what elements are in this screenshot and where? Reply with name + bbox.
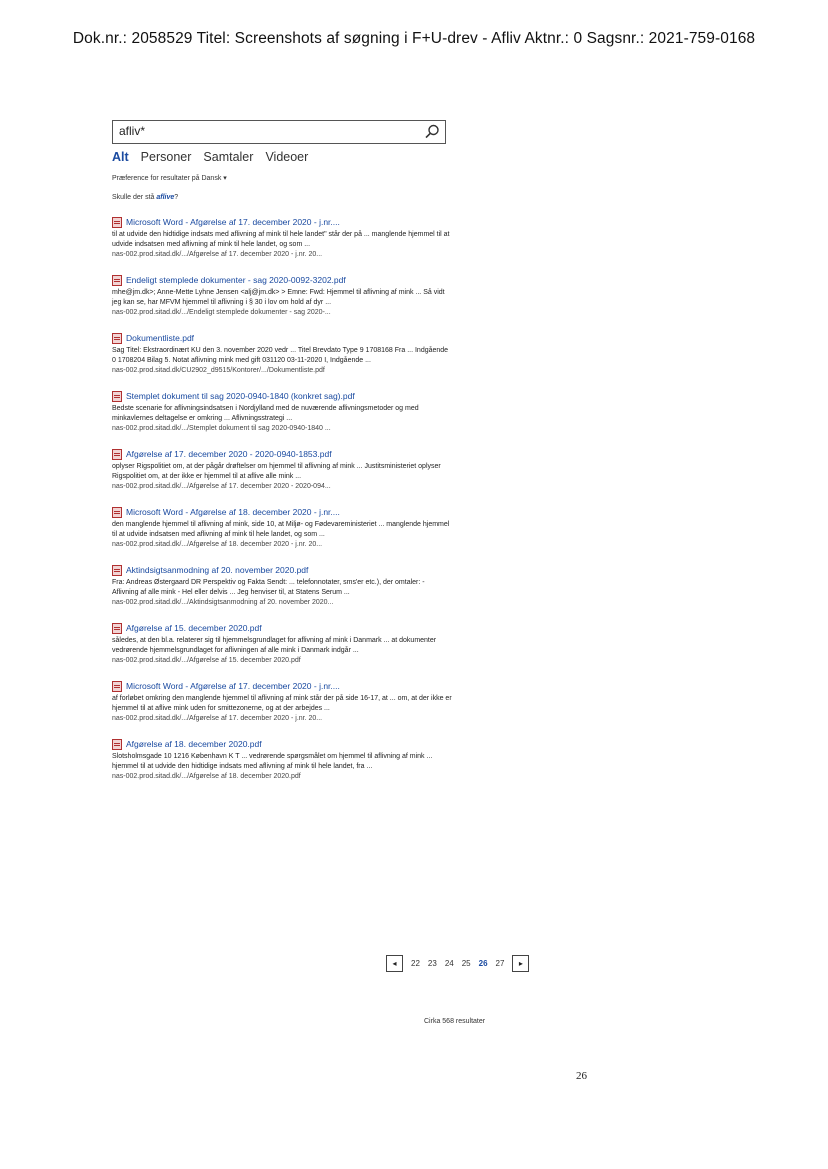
pagination — [386, 955, 529, 972]
result-title-link[interactable] — [112, 507, 462, 518]
result-url[interactable]: nas-002.prod.sitad.dk/.../Afgørelse af 17. december 2020 - j.nr. 20... — [112, 251, 323, 258]
result-title-link[interactable] — [112, 217, 462, 228]
result-snippet: Slotsholmsgade 10 1216 København K T ... vedrørende spørgsmålet om hjemmel til aflivning af mink ... hjemmel til at udvide den hidtidige indsats med aflivning af mink til hele landet, fra ... — [112, 753, 433, 770]
document-icon — [112, 507, 122, 518]
result-title-link[interactable] — [112, 681, 462, 692]
result-item — [112, 217, 462, 259]
result-snippet: oplyser Rigspolitiet om, at der pågår drøftelser om hjemmel til aflivning af mink ... Justitsministeriet oplyser Rigspolitiet om, at der ikke er hjemmel til at aflive alle mink ... — [112, 463, 441, 480]
document-icon — [112, 449, 122, 460]
spelling-suggestion — [112, 194, 462, 201]
result-snippet: mhe@jm.dk>; Anne-Mette Lyhne Jensen <alj@jm.dk> > Emne: Fwd: Hjemmel til aflivning af mink ... Så vidt jeg kan se, har MFVM hjemmel til aflivning i § 30 i lov om hold af dyr ... — [112, 289, 445, 306]
page-link-25[interactable]: 25 — [461, 959, 471, 968]
result-count: Cirka 568 resultater — [424, 1018, 486, 1025]
result-title-link[interactable] — [112, 333, 462, 344]
result-item — [112, 507, 462, 549]
result-title[interactable]: Microsoft Word - Afgørelse af 17. december 2020 - j.nr.... — [126, 681, 340, 691]
result-snippet: den manglende hjemmel til aflivning af mink, side 10, at Miljø- og Fødevareministeriet ... manglende hjemmel til at udvide indsatsen med aflivning af mink til hele landet, og som ... — [112, 521, 450, 538]
result-title-link[interactable] — [112, 623, 462, 634]
page-link-24[interactable]: 24 — [444, 959, 454, 968]
page-number: 26 — [576, 1070, 587, 1082]
search-icon[interactable] — [423, 123, 441, 141]
suggestion-prefix: Skulle der stå — [112, 194, 155, 201]
result-snippet: Bedste scenarie for aflivningsindsatsen i Nordjylland med de nuværende aflivningsmetoder og med minkavlernes deltagelse er omkring ... Aflivningsstrategi ... — [112, 405, 419, 422]
document-icon — [112, 739, 122, 750]
page-link-26-current[interactable]: 26 — [478, 959, 488, 968]
page-link-23[interactable]: 23 — [427, 959, 437, 968]
search-input[interactable] — [119, 121, 409, 141]
result-url[interactable]: nas-002.prod.sitad.dk/.../Aktindsigtsanmodning af 20. november 2020... — [112, 599, 334, 606]
search-results — [112, 217, 462, 781]
result-url[interactable]: nas-002.prod.sitad.dk/.../Endeligt stemplede dokumenter - sag 2020-... — [112, 309, 331, 316]
result-url[interactable]: nas-002.prod.sitad.dk/.../Afgørelse af 15. december 2020.pdf — [112, 657, 301, 664]
document-icon — [112, 333, 122, 344]
document-header: Dok.nr.: 2058529 Titel: Screenshots af søgning i F+U-drev - Afliv Aktnr.: 0 Sagsnr.: 2021-759-0168 — [72, 30, 756, 47]
result-title[interactable]: Afgørelse af 15. december 2020.pdf — [126, 623, 262, 633]
result-url[interactable]: nas-002.prod.sitad.dk/.../Afgørelse af 18. december 2020 - j.nr. 20... — [112, 541, 323, 548]
tab-all[interactable]: Alt — [112, 150, 129, 164]
result-snippet: således, at den bl.a. relaterer sig til hjemmelsgrundlaget for aflivning af mink i Danmark ... at dokumenter vedrørende hjemmelsgrundlaget for aflivningen af alle mink i Danmark indgår ... — [112, 637, 437, 654]
result-item — [112, 449, 462, 491]
result-item — [112, 681, 462, 723]
result-item — [112, 333, 462, 375]
page-link-27[interactable]: 27 — [495, 959, 505, 968]
result-title[interactable]: Afgørelse af 18. december 2020.pdf — [126, 739, 262, 749]
result-title[interactable]: Aktindsigtsanmodning af 20. november 2020.pdf — [126, 565, 309, 575]
document-icon — [112, 217, 122, 228]
search-box — [112, 120, 446, 144]
page-link-22[interactable]: 22 — [411, 959, 420, 968]
result-title[interactable]: Endeligt stemplede dokumenter - sag 2020-0092-3202.pdf — [126, 275, 346, 285]
document-icon — [112, 681, 122, 692]
search-page — [112, 120, 462, 797]
next-page-button[interactable]: ▸ — [512, 955, 529, 972]
result-title[interactable]: Stemplet dokument til sag 2020-0940-1840 (konkret sag).pdf — [126, 391, 355, 401]
document-icon — [112, 623, 122, 634]
result-url[interactable]: nas-002.prod.sitad.dk/.../Afgørelse af 17. december 2020 - j.nr. 20... — [112, 715, 323, 722]
result-title-link[interactable] — [112, 391, 462, 402]
result-snippet: Sag Titel: Ekstraordinært KU den 3. november 2020 vedr ... Titel Brevdato Type 9 1708168 Fra ... Indgående 0 1708204 Bilag 5. Notat aflivning mink med gift 031120 03-11-2020 I, Indgående ... — [112, 347, 449, 364]
result-title[interactable]: Microsoft Word - Afgørelse af 17. december 2020 - j.nr.... — [126, 217, 340, 227]
result-url[interactable]: nas-002.prod.sitad.dk/.../Stemplet dokument til sag 2020-0940-1840 ... — [112, 425, 331, 432]
tab-videos[interactable]: Videoer — [265, 150, 309, 164]
result-title[interactable]: Dokumentliste.pdf — [126, 333, 195, 343]
result-snippet: til at udvide den hidtidige indsats med aflivning af mink til hele landet" står der på ... manglende hjemmel til at udvide indsatsen med aflivning af mink til hele landet, og som ... — [112, 231, 450, 248]
result-item — [112, 391, 462, 433]
language-preference[interactable]: Præference for resultater på Dansk ▾ — [112, 175, 227, 182]
result-title-link[interactable] — [112, 739, 462, 750]
result-snippet: Fra: Andreas Østergaard DR Perspektiv og Fakta Sendt: ... telefonnotater, sms'er etc.), der omtaler: - Aflivning af alle mink - Hel eller delvis ... Jeg henviser til, at Statens Serum ... — [112, 579, 425, 596]
previous-page-button[interactable]: ◂ — [386, 955, 403, 972]
suggestion-link[interactable]: aflive — [156, 194, 175, 201]
document-icon — [112, 565, 122, 576]
result-url[interactable]: nas-002.prod.sitad.dk/.../Afgørelse af 18. december 2020.pdf — [112, 773, 301, 780]
result-item — [112, 739, 462, 781]
tab-people[interactable]: Personer — [140, 150, 192, 164]
result-item — [112, 565, 462, 607]
result-url[interactable]: nas-002.prod.sitad.dk/CU2902_d9515/Kontorer/.../Dokumentliste.pdf — [112, 367, 325, 374]
result-title[interactable]: Microsoft Word - Afgørelse af 18. december 2020 - j.nr.... — [126, 507, 340, 517]
result-item — [112, 623, 462, 665]
tab-conversations[interactable]: Samtaler — [203, 150, 254, 164]
search-tabs — [112, 150, 462, 164]
result-url[interactable]: nas-002.prod.sitad.dk/.../Afgørelse af 17. december 2020 - 2020-094... — [112, 483, 331, 490]
result-item — [112, 275, 462, 317]
result-title-link[interactable] — [112, 565, 462, 576]
result-title-link[interactable] — [112, 449, 462, 460]
result-title[interactable]: Afgørelse af 17. december 2020 - 2020-0940-1853.pdf — [126, 449, 332, 459]
document-icon — [112, 275, 122, 286]
suggestion-suffix: ? — [174, 194, 179, 201]
result-snippet: af forløbet omkring den manglende hjemmel til aflivning af mink står der på side 16-17, at ... om, at der ikke er hjemmel til at aflive mink uden for smittezonerne, og at der arbejdes ... — [112, 695, 452, 712]
document-icon — [112, 391, 122, 402]
result-title-link[interactable] — [112, 275, 462, 286]
